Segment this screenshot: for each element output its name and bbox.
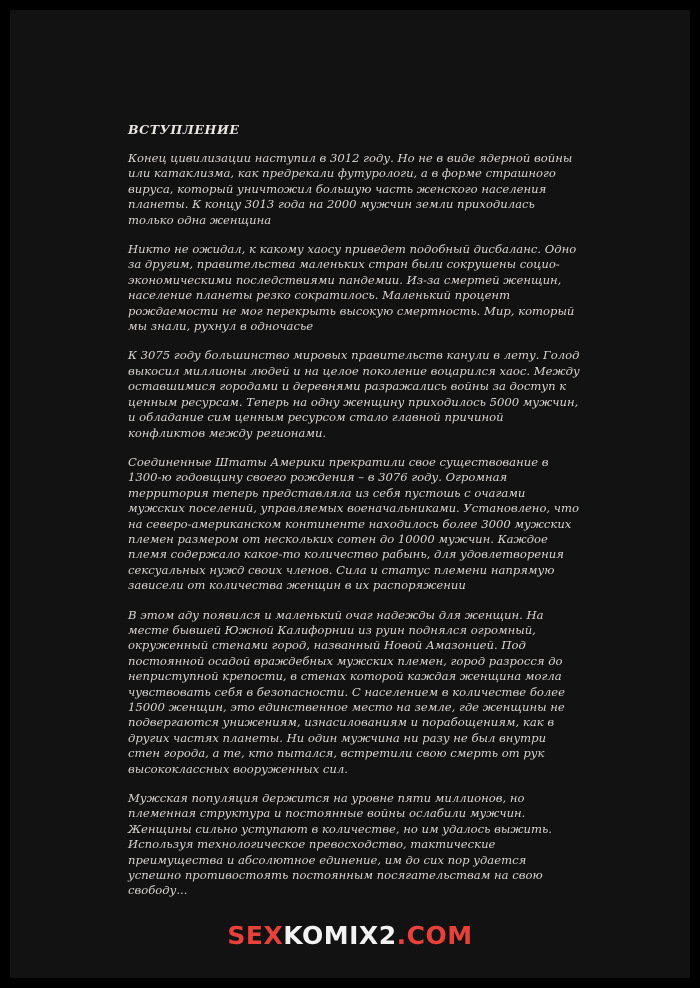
watermark-part-sex: SEX — [227, 921, 284, 950]
paragraph-6: Мужская популяция держится на уровне пяти миллионов, но племенная структура и постоянные войны ослабили мужчин. Женщины сильно уступают в количестве, но им удалось выжить. Используя технологическое превосходство, тактические преимущества и абсолютное единение, им до сих пор удается успешно противостоять постоянным посягательствам на свою свободу... — [128, 791, 552, 898]
paragraph-3: К 3075 году большинство мировых правительств канули в лету. Голод выкосил миллионы людей и на целое поколение воцарился хаос. Между оставшимися городами и деревнями разражались войны за доступ к ценным ресурсам. Теперь на одну женщину приходилось 5000 мужчин, и обладание сим ценным ресурсом стало главной причиной конфликтов между регионами. — [128, 348, 580, 440]
page-title: ВСТУПЛЕНИЕ — [128, 122, 240, 137]
document-sheet — [10, 10, 690, 978]
document-content — [128, 122, 580, 913]
paragraph-1: Конец цивилизации наступил в 3012 году. Но не в виде ядерной войны или катаклизма, как предрекали футурологи, а в форме страшного вируса, который уничтожил большую часть женского населения планеты. К концу 3013 года на 2000 мужчин земли приходилась только одна женщина — [128, 151, 573, 227]
watermark-part-komix: KOMIX2 — [283, 921, 397, 950]
watermark-part-domain: .COM — [396, 921, 473, 950]
paragraph-4: Соединенные Штаты Америки прекратили свое существование в 1300-ю годовщину своего рождения – в 3076 году. Огромная территория теперь представляла из себя пустошь с очагами мужских поселений, управляемых военачальниками. Установлено, что на северо-американском континенте находилось более 3000 мужских племен размером от нескольких сотен до 10000 мужчин. Каждое племя содержало какое-то количество рабынь, для удовлетворения сексуальных нужд своих членов. Сила и статус племени напрямую зависели от количества женщин в их распоряжении — [128, 454, 579, 593]
paragraph-2: Никто не ожидал, к какому хаосу приведет подобный дисбаланс. Одно за другим, правительства маленьких стран были сокрушены социо-экономическими последствиями пандемии. Из-за смертей женщин, население планеты резко сократилось. Маленький процент рождаемости не мог перекрыть высокую смертность. Мир, который мы знали, рухнул в одночасье — [128, 242, 577, 334]
site-watermark — [10, 921, 690, 950]
paragraph-5: В этом аду появился и маленький очаг надежды для женщин. На месте бывшей Южной Калифорнии из руин поднялся огромный, окруженный стенами город, названный Новой Амазонией. Под постоянной осадой враждебных мужских племен, город разросся до неприступной крепости, в стенах которой каждая женщина могла чувствовать себя в безопасности. С населением в количестве более 15000 женщин, это единственное место на земле, где женщины не подвергаются унижениям, изнасилованиям и порабощениям, как в других частях планеты. Ни один мужчина ни разу не был внутри стен города, а те, кто пытался, встретили свою смерть от рук высококлассных вооруженных сил. — [128, 607, 565, 776]
